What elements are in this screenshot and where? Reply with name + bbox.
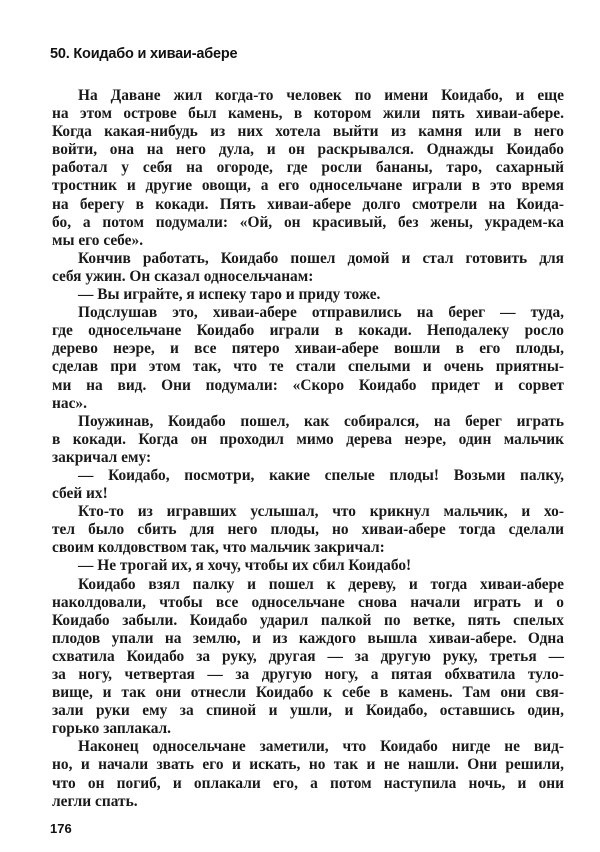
paragraph — [52, 576, 564, 739]
text-line: за ногу, четвертая — за другую ногу, а пятая обхватила туло- — [52, 666, 564, 683]
text-line: нас». — [52, 394, 87, 412]
text-line: — Коидабо, посмотри, какие спелые плоды! Возьми палку, — [78, 466, 564, 484]
text-line: плодов упали на землю, и из каждого вышла хиваи-абере. Одна — [52, 629, 564, 647]
paragraph — [52, 467, 564, 503]
text-line: мы его себе». — [52, 231, 144, 249]
text-line: горько заплакал. — [52, 720, 172, 738]
text-line: вище, и так они отнесли Коидабо к себе в камень. Там они свя- — [52, 684, 564, 702]
text-line: наколдовали, чтобы все односельчане снова начали играть и о — [52, 593, 564, 611]
text-line: — Вы играйте, я испеку таро и приду тоже. — [78, 286, 381, 304]
paragraph — [52, 503, 564, 557]
paragraph — [52, 557, 564, 575]
text-line: работал у себя на огороде, где росли бананы, таро, сахарный — [52, 159, 564, 177]
paragraph — [52, 738, 564, 810]
text-line: войти, она на него дула, и он раскрывался. Однажды Коидабо — [52, 141, 564, 159]
story-text — [52, 87, 564, 811]
paragraph — [52, 87, 564, 250]
text-line: На Даване жил когда-то человек по имени Коидабо, и еще — [78, 87, 564, 104]
text-line: тростник и другие овощи, а его односельчане играли в это время — [52, 177, 564, 195]
text-line: Подслушав это, хиваи-абере отправились на берег — туда, — [78, 304, 564, 322]
text-line: схватила Коидабо за руку, другая — за другую руку, третья — — [52, 647, 564, 665]
chapter-title: 50. Коидабо и хиваи-абере — [50, 46, 238, 62]
text-line: ми на вид. Они подумали: «Скоро Коидабо придет и сорвет — [52, 376, 564, 394]
paragraph — [52, 286, 564, 304]
text-line: — Не трогай их, я хочу, чтобы их сбил Коидабо! — [78, 557, 412, 575]
text-line: своим колдовством так, что мальчик закричал: — [52, 539, 385, 557]
text-line: Кто-то из игравших услышал, что крикнул мальчик, и хо- — [78, 503, 564, 521]
text-line: сбей их! — [52, 485, 108, 503]
text-line: но, и начали звать его и искать, но так и не нашли. Они решили, — [52, 756, 564, 774]
text-line: на берегу в кокади. Пять хиваи-абере долго смотрели на Коида- — [52, 195, 564, 213]
text-line: в кокади. Когда он проходил мимо дерева неэре, один мальчик — [52, 430, 564, 448]
text-line: что он погиб, и оплакали его, а потом наступила ночь, и они — [52, 774, 564, 792]
text-line: дерево неэре, и все пятеро хиваи-абере вошли в его плоды, — [52, 340, 564, 358]
text-line: Коидабо взял палку и пошел к дереву, и тогда хиваи-абере — [78, 575, 564, 593]
text-line: сделав при этом так, что те стали спелыми и очень приятны- — [52, 358, 564, 376]
page-number: 176 — [50, 820, 72, 836]
text-line: бо, а потом подумали: «Ой, он красивый, без жены, украдем-ка — [52, 213, 564, 231]
paragraph — [52, 413, 564, 467]
text-line: Когда какая-нибудь из них хотела выйти из камня или в него — [52, 123, 564, 141]
text-line: зали руки ему за спиной и ушли, и Коидабо, оставшись один, — [52, 702, 564, 720]
text-line: легли спать. — [52, 792, 138, 810]
paragraph — [52, 250, 564, 286]
text-line: Наконец односельчане заметили, что Коидабо нигде не вид- — [78, 738, 564, 756]
text-line: Поужинав, Коидабо пошел, как собирался, на берег играть — [78, 412, 564, 430]
text-line: закричал ему: — [52, 448, 152, 466]
text-line: себя ужин. Он сказал односельчанам: — [52, 267, 314, 285]
text-line: где односельчане Коидабо играли в кокади. Неподалеку росло — [52, 322, 564, 340]
text-line: Коидабо забыли. Коидабо ударил палкой по ветке, пять спелых — [52, 611, 564, 629]
text-line: тел было сбить для него плоды, но хиваи-абере тогда сделали — [52, 521, 564, 539]
paragraph — [52, 304, 564, 413]
text-line: Кончив работать, Коидабо пошел домой и стал готовить для — [78, 249, 564, 267]
text-line: на этом острове был камень, в котором жили пять хиваи-абере. — [52, 105, 564, 123]
